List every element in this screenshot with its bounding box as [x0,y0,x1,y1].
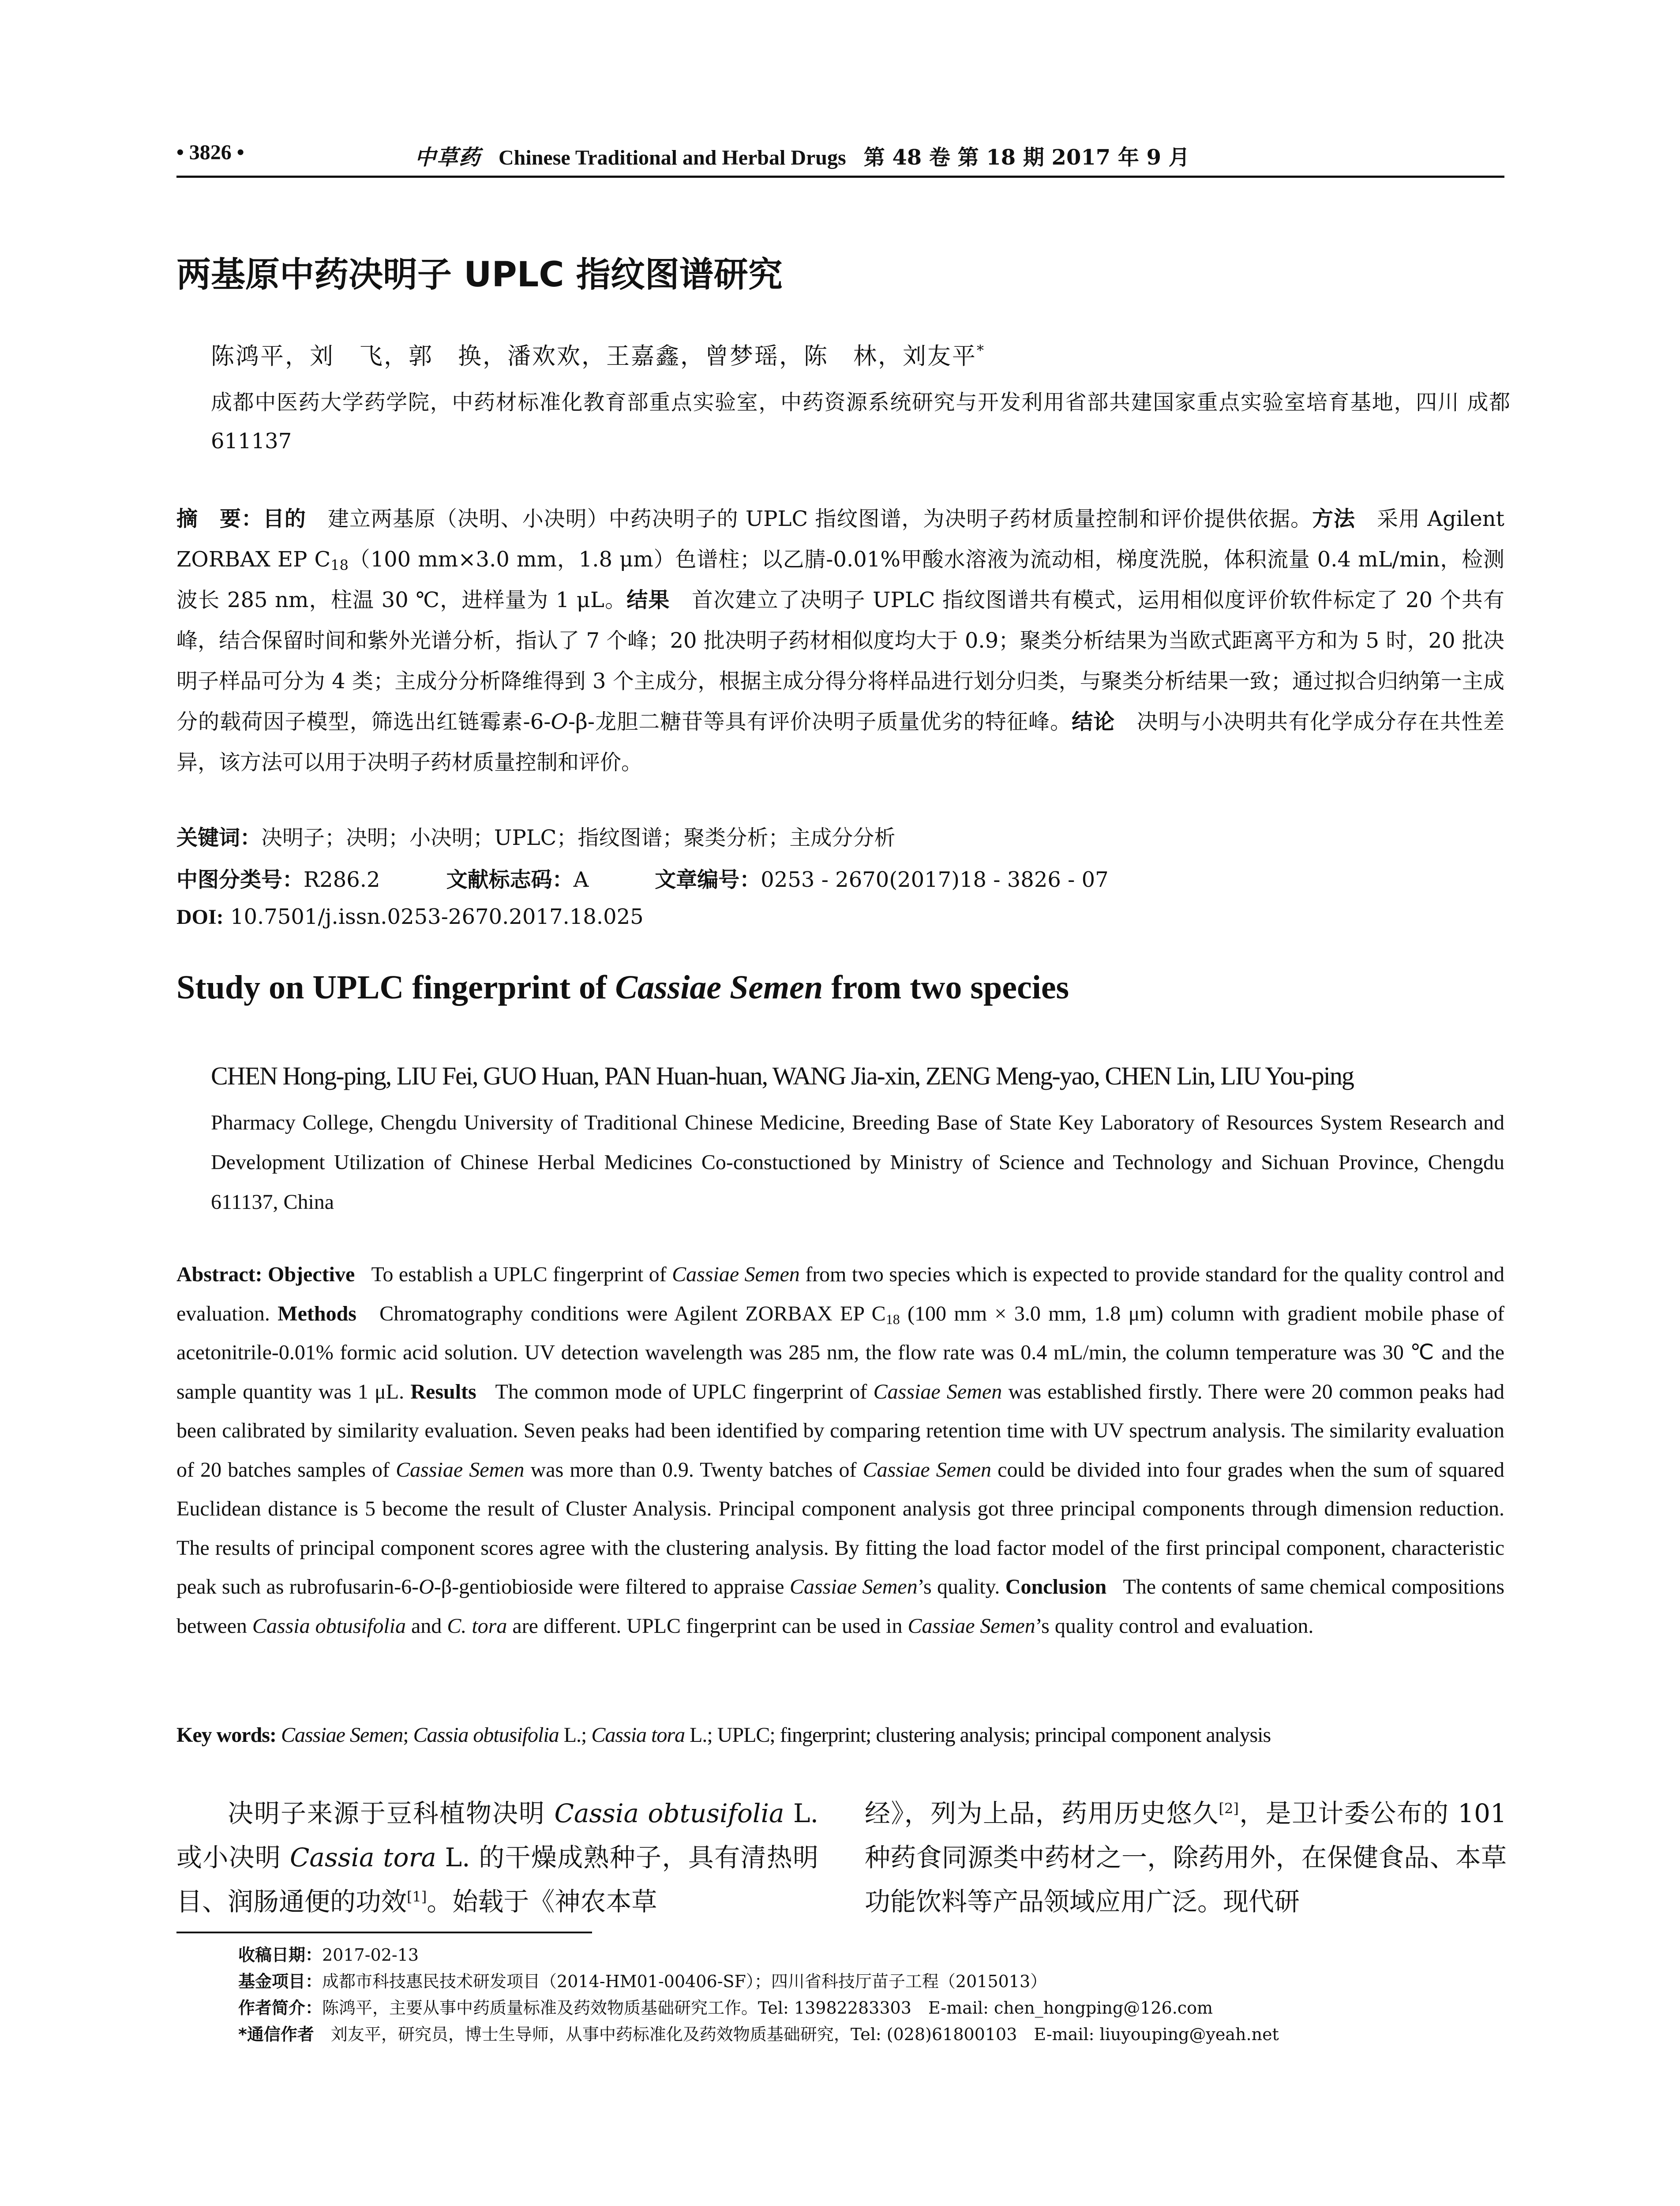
footnote-label: *通信作者 [238,2025,314,2044]
english-title-end: from two species [823,969,1069,1006]
journal-name-en: Chinese Traditional and Herbal Drugs [499,146,846,169]
journal-logo-cn: 中草药 [415,145,481,170]
methods-text: Chromatography conditions were Agilent ZORBAX EP C [379,1302,886,1325]
species-name: Cassia obtusifolia [554,1798,784,1828]
c18-subscript: 18 [330,557,349,574]
conclusion-text-b: are different. UPLC fingerprint can be used in [507,1614,908,1638]
keywords-text: 决明子；决明；小决明；UPLC；指纹图谱；聚类分析；主成分分析 [261,825,896,850]
doi-line [176,904,644,929]
conclusion-text-c: ’s quality control and evaluation. [1035,1614,1314,1638]
issue-info: 第 48 卷 第 18 期 2017 年 9 月 [863,145,1190,170]
chinese-abstract [176,499,1504,783]
keyword: Cassia obtusifolia [413,1723,559,1747]
page-number: • 3826 • [176,141,244,164]
english-authors: CHEN Hong-ping, LIU Fei, GUO Huan, PAN Huan-huan, WANG Jia-xin, ZENG Meng-yao, CHEN Lin, LIU You-ping [211,1062,1354,1090]
footnote-received [238,1941,419,1966]
conclusion-label: Conclusion [1005,1575,1107,1598]
footnote-funding [238,1968,1047,1992]
results-text: 首次建立了决明子 UPLC 指纹图谱共有模式，运用相似度评价软件标定了 20 个共有峰，结合保留时间和紫外光谱分析，指认了 7 个峰；20 批决明子药材相似度均大于 0.9；聚类分析结果为当欧式距离平方和为 5 时，20 批决明子样品可分为 4 类；主成分分析降维得到 3 个主成分，根据主成分得分将样品进行划分归类，与聚类分析结果一致；通过拟合归纳第一主成分的载荷因子模型，筛选出红链霉素-6- [176,588,1504,734]
doi-label: DOI: [176,905,224,929]
conclusion-text: The contents of same chemical compositions between [176,1575,1505,1638]
body-column-left [176,1791,818,1924]
body-text: 经》，列为上品，药用历史悠久 [865,1798,1219,1828]
english-affiliation: Pharmacy College, Chengdu University of Traditional Chinese Medicine, Breeding Base of State Key Laboratory of Resources System Research and Development Utilization of Chinese Herbal Medicines Co-constuctioned by Ministry of Science and Technology and Sichuan Province, Chengdu 611137, China [211,1111,1504,1214]
methods-label: 方法 [1312,506,1356,531]
keyword-sep: L.; [559,1723,592,1747]
species-name: Cassiae Semen [789,1575,918,1598]
species-name: Cassiae Semen [908,1614,1035,1638]
species-name: C. tora [447,1614,507,1638]
chinese-title: 两基原中药决明子 UPLC 指纹图谱研究 [176,255,783,295]
abstract-objective-label: Abstract: Objective [176,1263,355,1286]
doccode-value: A [573,867,589,892]
body-text: 决明子来源于豆科植物决明 [228,1798,555,1828]
results-text-e: -β-gentiobioside were filtered to appraise [434,1575,790,1598]
clc-value: R286.2 [304,867,380,892]
footnote-text: 成都市科技惠民技术研发项目（2014-HM01-00406-SF）；四川省科技厅苗子工程（2015013） [322,1972,1047,1991]
article-number-label: 文章编号： [655,867,761,892]
english-title [176,968,1069,1007]
english-keywords [176,1723,1504,1747]
keyword-sep: ; [403,1723,413,1747]
chinese-keywords [176,821,895,851]
results-text: The common mode of UPLC fingerprint of [495,1380,874,1403]
conclusion-text: 决明与小决明共有化学成分存在共性差异，该方法可以用于决明子药材质量控制和评价。 [176,709,1504,775]
keyword: Cassiae Semen [281,1723,403,1747]
objective-text-end: from two species which is expected to provide standard for the quality control and evaluation. [176,1263,1505,1325]
species-name: Cassiae Semen [672,1263,800,1286]
results-text-end: -β-龙胆二糖苷等具有评价决明子质量优劣的特征峰。 [568,709,1072,734]
footnote-author-bio [238,1994,1213,2018]
results-text-d: could be divided into four grades when the sum of squared Euclidean distance is 5 become the result of Cluster Analysis. Principal component analysis got three principal components through dimension reduction. The results of principal component scores agree with the clustering analysis. By fitting the load factor model of the first principal component, characteristic peak such as rubrofusarin-6- [176,1458,1505,1598]
citation-ref[interactable]: [1] [407,1888,427,1905]
results-text-c: was more than 0.9. Twenty batches of [524,1458,863,1482]
results-label: 结果 [626,588,670,612]
footnote-label: 基金项目： [238,1972,322,1991]
citation-ref[interactable]: [2] [1219,1800,1239,1817]
body-text: ，是卫计委公布的 101 种药食同源类中药材之一，除药用外，在保健食品、本草功能饮料等产品领域应用广泛。现代研 [865,1798,1507,1917]
results-label: Results [410,1380,476,1403]
clc-label: 中图分类号： [176,867,304,892]
keyword-rest: L.; UPLC; fingerprint; clustering analysis; principal component analysis [685,1723,1271,1747]
results-text-b: was established firstly. There were 20 common peaks had been calibrated by similarity evaluation. Seven peaks had been identified by comparing retention time with UV spectrum analysis. The similarity evaluation of 20 batches samples of [176,1380,1505,1482]
conclusion-and: and [406,1614,447,1638]
chinese-authors [211,338,985,371]
english-title-italic: Cassiae Semen [615,969,823,1006]
objective-text: To establish a UPLC fingerprint of [371,1263,672,1286]
corresponding-mark: * [977,342,985,359]
footnote-corresponding [238,2021,1279,2045]
o-italic: O [419,1575,434,1598]
objective-text: 建立两基原（决明、小决明）中药决明子的 UPLC 指纹图谱，为决明子药材质量控制和评价提供依据。 [327,506,1312,531]
footnote-text: 2017-02-13 [322,1945,419,1965]
body-column-right [865,1791,1507,1924]
abstract-label: 摘 要： [176,506,263,531]
english-abstract [176,1255,1504,1646]
o-italic: O [551,709,568,734]
species-name: Cassia tora [289,1842,436,1872]
methods-label: Methods [278,1302,356,1325]
doccode-label: 文献标志码： [446,867,574,892]
chinese-affiliation: 成都中医药大学药学院，中药材标准化教育部重点实验室，中药资源系统研究与开发利用省部共建国家重点实验室培育基地，四川 成都 611137 [211,390,1532,454]
body-text: 。始载于《神农本草 [427,1887,657,1917]
keywords-label: Key words: [176,1723,276,1747]
footnote-text: 陈鸿平，主要从事中药质量标准及药效物质基础研究工作。Tel: 13982283303 E-mail: chen_hongping@126.com [322,1998,1213,2018]
body-text: L. 的干燥成熟种子，具有清热明目、润肠通便的功效 [176,1842,818,1917]
body-text: L. 或小决明 [176,1798,818,1872]
methods-text-end: (100 mm × 3.0 mm, 1.8 μm) column with gradient mobile phase of acetonitrile-0.01% formic acid solution. UV detection wavelength was 285 nm, the flow rate was 0.4 mL/min, the column temperature was 30 ℃ and the sample quantity was 1 μL. [176,1302,1505,1403]
journal-info [415,140,1190,171]
objective-label: 目的 [262,506,306,531]
article-number-value: 0253 - 2670(2017)18 - 3826 - 07 [761,867,1109,892]
species-name: Cassiae Semen [873,1380,1002,1403]
methods-text-cont: （100 mm×3.0 mm，1.8 μm）色谱柱；以乙腈-0.01%甲酸水溶液为流动相，梯度洗脱，体积流量 0.4 mL/min，检测波长 285 nm，柱温 30 ℃，进样量为 1 μL。 [176,547,1504,612]
classification-line [176,863,1109,893]
species-name: Cassia obtusifolia [252,1614,406,1638]
footnote-label: 作者简介： [238,1998,322,2018]
doi-value[interactable]: 10.7501/j.issn.0253-2670.2017.18.025 [230,904,644,929]
methods-text: 采用 Agilent ZORBAX EP C [176,506,1504,572]
conclusion-label: 结论 [1072,709,1115,734]
chinese-author-list: 陈鸿平，刘 飞，郭 换，潘欢欢，王嘉鑫，曾梦瑶，陈 林，刘友平 [211,343,977,370]
english-title-part: Study on UPLC fingerprint of [176,969,615,1006]
footnote-divider [176,1932,592,1933]
footnote-text: 刘友平，研究员，博士生导师，从事中药标准化及药效物质基础研究，Tel: (028)61800103 E-mail: liuyouping@yeah.net [314,2025,1279,2044]
keywords-label: 关键词： [176,825,262,850]
keyword: Cassia tora [591,1723,685,1747]
species-name: Cassiae Semen [396,1458,525,1482]
species-name: Cassiae Semen [862,1458,992,1482]
c18-subscript: 18 [885,1311,900,1327]
running-header [176,140,1504,178]
footnote-label: 收稿日期： [238,1945,322,1965]
results-text-f: ’s quality. [917,1575,1000,1598]
